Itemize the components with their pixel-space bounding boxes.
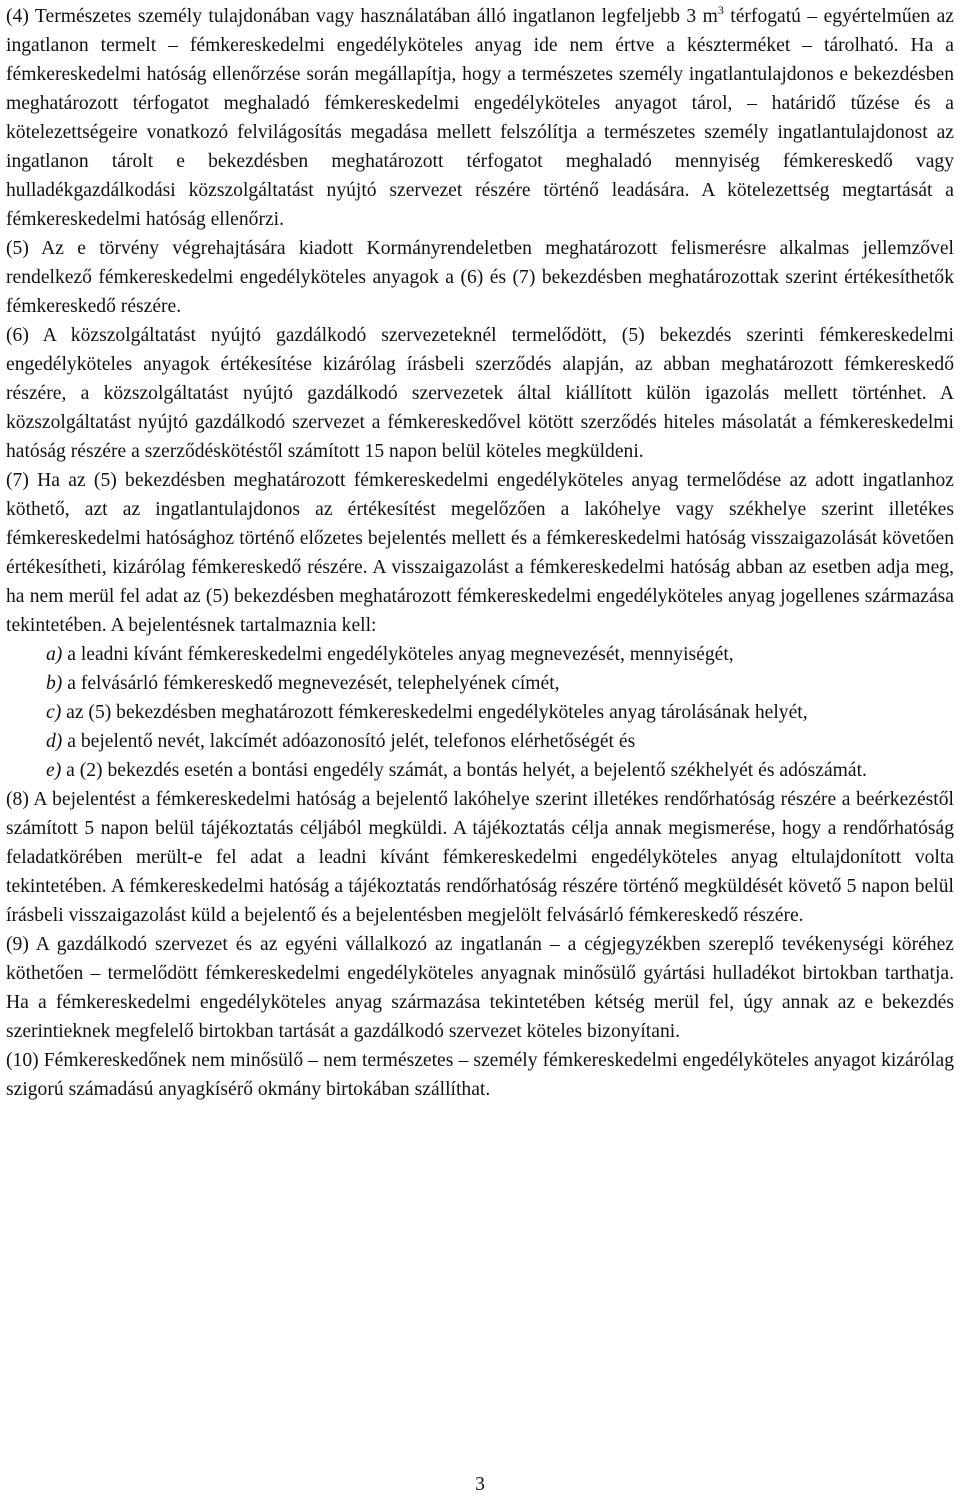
- paragraph-5: (5) Az e törvény végrehajtására kiadott Kormányrendeletben meghatározott felismerésre alkalmas jellemzővel rendelkező fémkereskedelmi engedélyköteles anyagok a (6) és (7) bekezdésben meghatározottak szerint értékesíthetők fémkereskedő részére.: [6, 238, 954, 317]
- list-item-label: a): [46, 644, 63, 665]
- superscript-cubic: 3: [717, 3, 724, 17]
- document-body: [6, 2, 954, 1104]
- page-number: 3: [475, 1474, 485, 1495]
- list-item-label: b): [46, 673, 63, 694]
- list-item-label: d): [46, 731, 63, 752]
- list-item-label: c): [46, 702, 62, 723]
- list-item-text: a leadni kívánt fémkereskedelmi engedélyköteles anyag megnevezését, mennyiségét,: [62, 644, 734, 665]
- paragraph-6: (6) A közszolgáltatást nyújtó gazdálkodó szervezeteknél termelődött, (5) bekezdés szerinti fémkereskedelmi engedélyköteles anyagok értékesítése kizárólag írásbeli szerződés alapján, az abban meghatározott fémkereskedő részére, a közszolgáltatást nyújtó gazdálkodó szervezetek által kiállított külön igazolás mellett történhet. A közszolgáltatást nyújtó gazdálkodó szervezet a fémkereskedővel kötött szerződés hiteles másolatát a fémkereskedelmi hatóság részére a szerződéskötéstől számított 15 napon belül köteles megküldeni.: [6, 325, 954, 462]
- list-item-c: [6, 698, 954, 727]
- list-item-d: [6, 727, 954, 756]
- paragraph-8: (8) A bejelentést a fémkereskedelmi hatóság a bejelentő lakóhelye szerint illetékes rendőrhatóság részére a beérkezéstől számított 5 napon belül tájékoztatás céljából megküldi. A tájékoztatás célja annak megismerése, hogy a rendőrhatóság feladatkörében merült-e fel adat a leadni kívánt fémkereskedelmi engedélyköteles anyag eltulajdonított volta tekintetében. A fémkereskedelmi hatóság a tájékoztatás rendőrhatóság részére történő megküldését követő 5 napon belül írásbeli visszaigazolást küld a bejelentő és a bejelentésben megjelölt felvásárló fémkereskedő részére.: [6, 789, 954, 926]
- list-item-text: a felvásárló fémkereskedő megnevezését, telephelyének címét,: [62, 673, 560, 694]
- list-item-a: [6, 640, 954, 669]
- list-item-label: e): [46, 760, 62, 781]
- list-item-text: a (2) bekezdés esetén a bontási engedély számát, a bontás helyét, a bejelentő székhelyét és adószámát.: [61, 760, 867, 781]
- list-item-text: a bejelentő nevét, lakcímét adóazonosító jelét, telefonos elérhetőségét és: [62, 731, 636, 752]
- paragraph-4-text-b: térfogatú – egyértelműen az ingatlanon termelt – fémkereskedelmi engedélyköteles anyag ide nem értve a készterméket – tárolható. Ha a fémkereskedelmi hatóság ellenőrzése során megállapítja, hogy a természetes személy ingatlantulajdonos e bekezdésben meghatározott térfogatot meghaladó fémkereskedelmi engedélyköteles anyagot tárol, – határidő tűzése és a kötelezettségeire vonatkozó felvilágosítás megadása mellett felszólítja a természetes személy ingatlantulajdonost az ingatlanon tárolt e bekezdésben meghatározott térfogatot meghaladó mennyiség fémkereskedő vagy hulladékgazdálkodási közszolgáltatást nyújtó szervezet részére történő leadására. A kötelezettség megtartását a fémkereskedelmi hatóság ellenőrzi.: [6, 6, 954, 230]
- list-item-text: az (5) bekezdésben meghatározott fémkereskedelmi engedélyköteles anyag tárolásának helyét,: [61, 702, 808, 723]
- paragraph-4: [6, 2, 954, 234]
- paragraph-4-text-a: (4) Természetes személy tulajdonában vagy használatában álló ingatlanon legfeljebb 3 m: [6, 6, 718, 27]
- paragraph-7: (7) Ha az (5) bekezdésben meghatározott fémkereskedelmi engedélyköteles anyag termelődése az adott ingatlanhoz köthető, azt az ingatlantulajdonos az értékesítést megelőzően a lakóhelye vagy székhelye szerint illetékes fémkereskedelmi hatósághoz történő előzetes bejelentés mellett és a fémkereskedelmi hatóság visszaigazolását követően értékesítheti, kizárólag fémkereskedő részére. A visszaigazolást a fémkereskedelmi hatóság abban az esetben adja meg, ha nem merül fel adat az (5) bekezdésben meghatározott fémkereskedelmi engedélyköteles anyag jogellenes származása tekintetében. A bejelentésnek tartalmaznia kell:: [6, 470, 954, 636]
- paragraph-10: (10) Fémkereskedőnek nem minősülő – nem természetes – személy fémkereskedelmi engedélyköteles anyagot kizárólag szigorú számadású anyagkísérő okmány birtokában szállíthat.: [6, 1050, 954, 1100]
- list-item-b: [6, 669, 954, 698]
- list-item-e: [6, 756, 954, 785]
- paragraph-9: (9) A gazdálkodó szervezet és az egyéni vállalkozó az ingatlanán – a cégjegyzékben szereplő tevékenységi köréhez köthetően – termelődött fémkereskedelmi engedélyköteles anyagnak minősülő gyártási hulladékot birtokban tarthatja. Ha a fémkereskedelmi engedélyköteles anyag származása tekintetében kétség merül fel, úgy annak az e bekezdés szerintieknek megfelelő birtokban tartását a gazdálkodó szervezet köteles bizonyítani.: [6, 934, 954, 1042]
